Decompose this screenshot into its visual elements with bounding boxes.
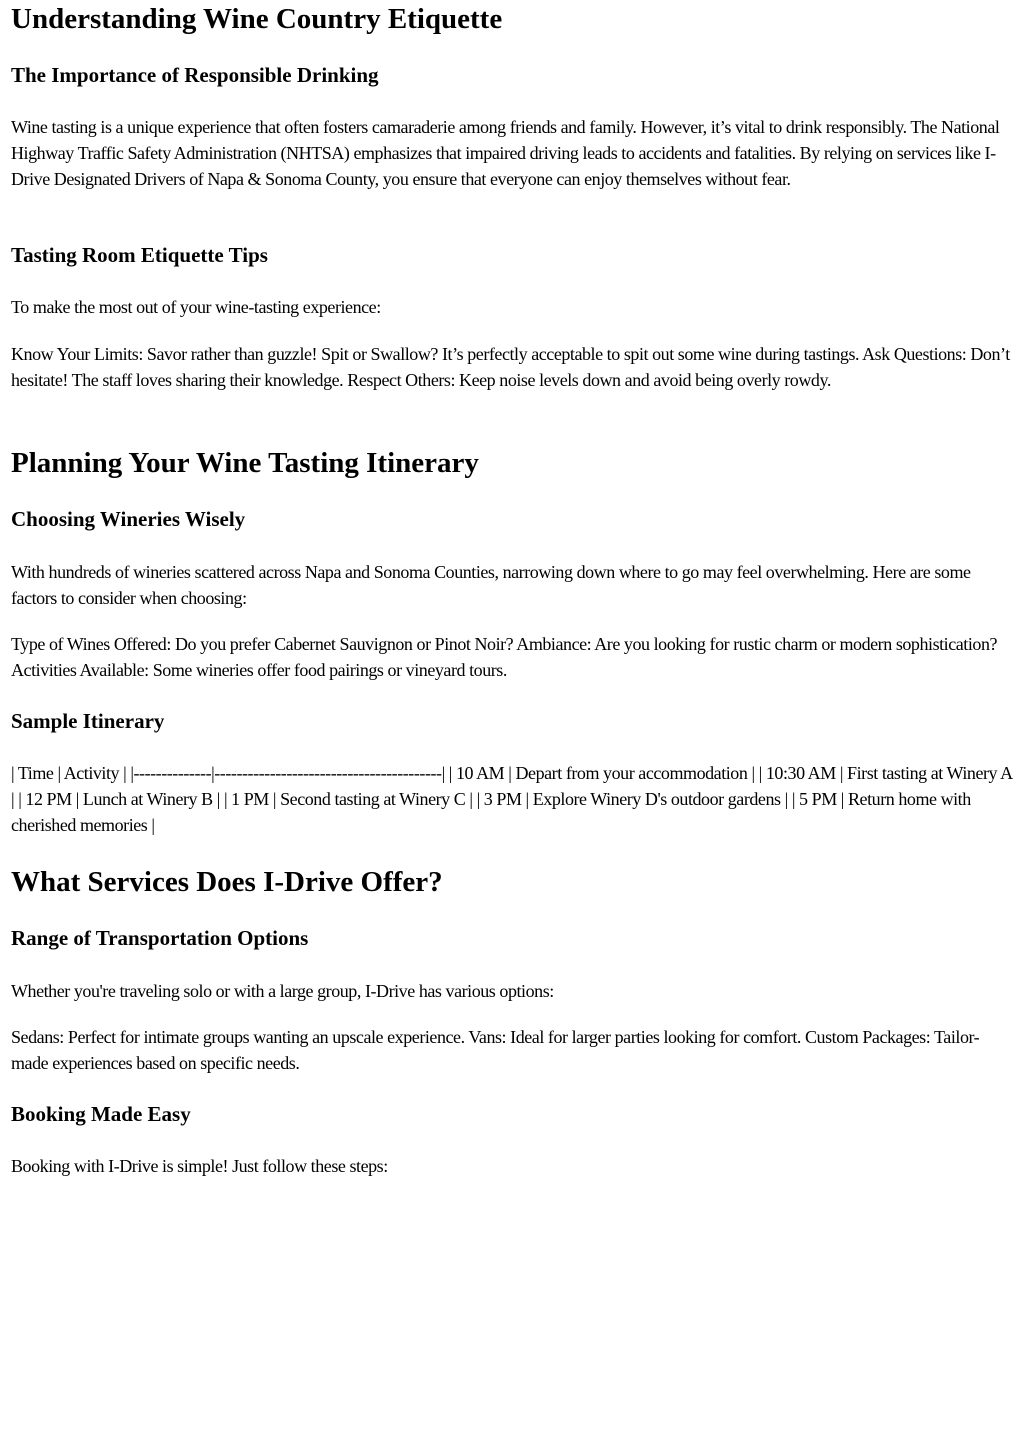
subheading-sample-itinerary: Sample Itinerary bbox=[11, 709, 165, 733]
paragraph-choosing-wineries: With hundreds of wineries scattered across Napa and Sonoma Counties, narrowing down where to go may feel overwhelming. Here are some factors to consider when choosing: bbox=[11, 562, 971, 608]
subheading-tasting-room-tips: Tasting Room Etiquette Tips bbox=[11, 243, 268, 267]
subheading-transportation-options: Range of Transportation Options bbox=[11, 926, 309, 950]
paragraph-transport-intro: Whether you're traveling solo or with a large group, I-Drive has various options: bbox=[11, 981, 554, 1001]
section-heading-itinerary: Planning Your Wine Tasting Itinerary bbox=[11, 447, 479, 479]
paragraph-tips-intro: To make the most out of your wine-tasting experience: bbox=[11, 297, 381, 317]
paragraph-itinerary-table: | Time | Activity | |--------------|-----------------------------------------| | 10 AM | Depart from your accommodation | | 10:30 AM | First tasting at Winery A | | 12 PM | Lunch at Winery B | | 1 PM | Second tasting at Winery C | | 3 PM | Explore Winery D's outdoor gardens | | 5 PM | Return home with cherished memories | bbox=[11, 763, 1012, 835]
subheading-responsible-drinking: The Importance of Responsible Drinking bbox=[11, 63, 379, 87]
paragraph-booking: Booking with I-Drive is simple! Just follow these steps: bbox=[11, 1156, 388, 1176]
paragraph-winery-factors: Type of Wines Offered: Do you prefer Cabernet Sauvignon or Pinot Noir? Ambiance: Are you looking for rustic charm or modern sophistication? Activities Available: Some wineries offer food pairings or vineyard tours. bbox=[11, 634, 998, 680]
paragraph-responsible-drinking: Wine tasting is a unique experience that often fosters camaraderie among friends and family. However, it’s vital to drink responsibly. The National Highway Traffic Safety Administration (NHTSA) emphasizes that impaired driving leads to accidents and fatalities. By relying on services like I-Drive Designated Drivers of Napa & Sonoma County, you ensure that everyone can enjoy themselves without fear. bbox=[11, 117, 1000, 189]
subheading-choosing-wineries: Choosing Wineries Wisely bbox=[11, 507, 246, 531]
paragraph-tips-list: Know Your Limits: Savor rather than guzzle! Spit or Swallow? It’s perfectly acceptable to spit out some wine during tastings. Ask Questions: Don’t hesitate! The staff loves sharing their knowledge. Respect Others: Keep noise levels down and avoid being overly rowdy. bbox=[11, 344, 1010, 390]
section-heading-etiquette: Understanding Wine Country Etiquette bbox=[11, 3, 503, 35]
subheading-booking: Booking Made Easy bbox=[11, 1102, 191, 1126]
section-heading-services: What Services Does I-Drive Offer? bbox=[11, 866, 443, 898]
paragraph-transport-list: Sedans: Perfect for intimate groups wanting an upscale experience. Vans: Ideal for larger parties looking for comfort. Custom Packages: Tailor-made experiences based on specific needs. bbox=[11, 1027, 980, 1073]
